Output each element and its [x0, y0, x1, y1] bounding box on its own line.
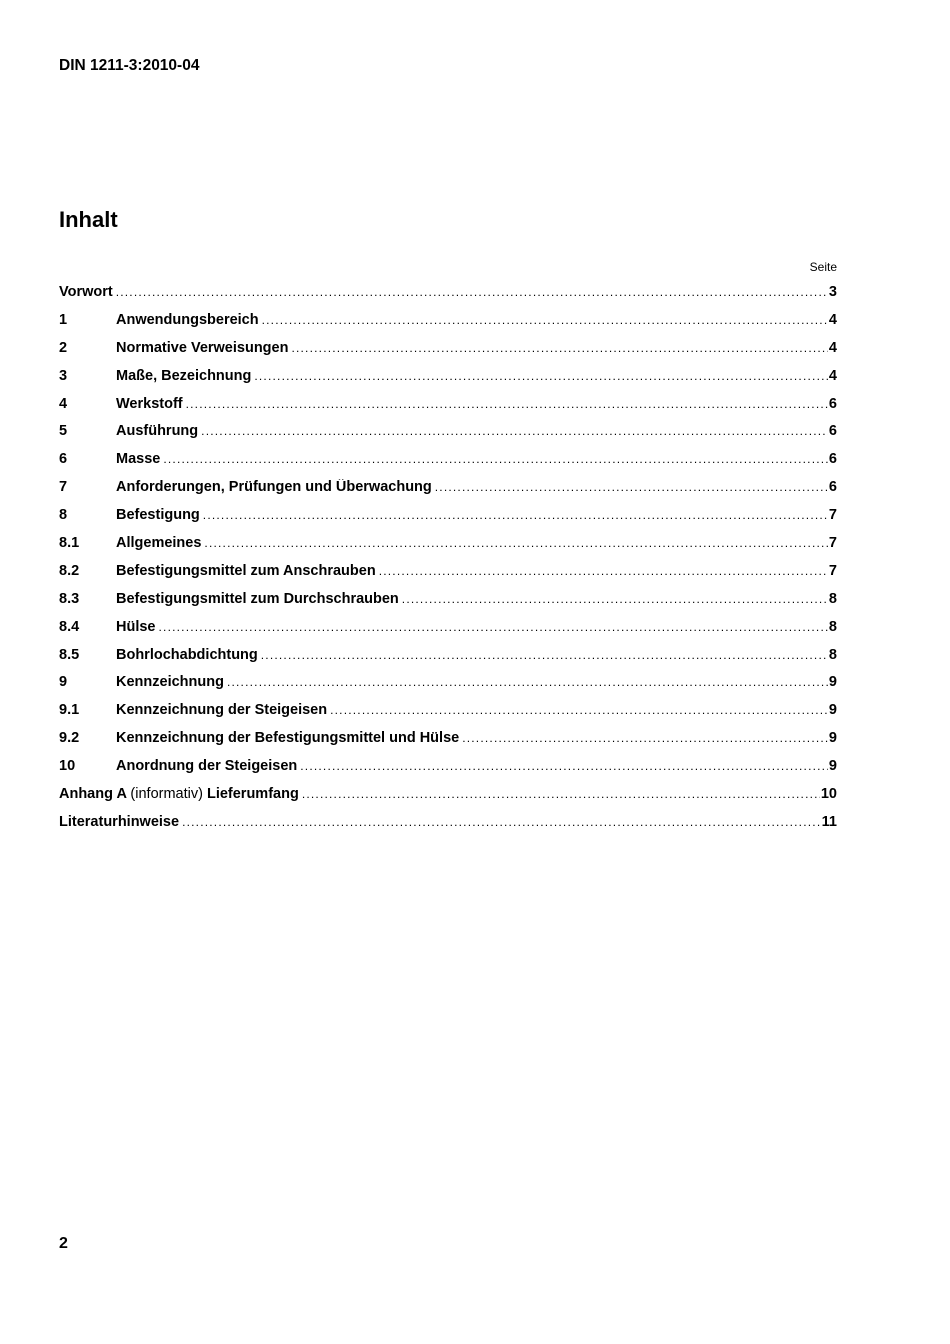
toc-entry-title: Literaturhinweise [59, 813, 180, 830]
toc-entry-page: 10 [820, 786, 837, 803]
toc-entry-number: 9.2 [59, 730, 80, 747]
toc-entry[interactable] [59, 340, 837, 368]
toc-entry[interactable] [59, 647, 837, 675]
toc-entry[interactable] [59, 619, 837, 647]
leader-dots [302, 787, 820, 801]
leader-dots [462, 731, 828, 745]
toc-entry-number: 8.4 [59, 618, 80, 635]
leader-dots [254, 369, 828, 383]
toc-entry-page: 9 [828, 730, 837, 747]
page-title: Inhalt [59, 207, 118, 232]
toc-entry-page: 9 [828, 674, 837, 691]
leader-dots [203, 508, 828, 522]
toc-entry-page: 9 [828, 702, 837, 719]
toc-entry[interactable] [59, 702, 837, 730]
leader-dots [435, 480, 828, 494]
toc-entry-page: 8 [828, 646, 837, 663]
toc-entry[interactable] [59, 730, 837, 758]
toc-entry[interactable] [59, 563, 837, 591]
leader-dots [116, 285, 828, 299]
page-number: 2 [59, 1235, 68, 1252]
toc-entry-number: 1 [59, 311, 68, 328]
toc-entry-title: Kennzeichnung der Steigeisen [116, 702, 328, 719]
leader-dots [227, 675, 828, 689]
toc-entry-number: 8 [59, 507, 68, 524]
toc-entry-page: 11 [821, 813, 837, 830]
toc-entry-page: 4 [828, 339, 837, 356]
toc-entry-vorwort[interactable] [59, 284, 837, 312]
toc-entry-page: 6 [828, 423, 837, 440]
toc-entry-number: 8.1 [59, 535, 80, 552]
toc-entry-title: Anwendungsbereich [116, 311, 259, 328]
toc-entry-number: 6 [59, 451, 68, 468]
toc-entry-page: 7 [828, 535, 837, 552]
toc-entry[interactable] [59, 479, 837, 507]
toc-entry-annex-a[interactable] [59, 786, 837, 814]
leader-dots [159, 620, 828, 634]
leader-dots [262, 313, 828, 327]
toc-entry-page: 6 [828, 479, 837, 496]
toc-entry-title [59, 786, 299, 802]
toc-entry-title: Werkstoff [116, 395, 183, 412]
toc-entry-page: 6 [828, 451, 837, 468]
toc-entry-title: Vorwort [59, 284, 113, 300]
toc-entry-title: Bohrlochabdichtung [116, 646, 258, 663]
leader-dots [300, 759, 828, 773]
toc-entry-title: Ausführung [116, 423, 199, 440]
toc-entry-title: Normative Verweisungen [116, 339, 289, 356]
toc-entry-title: Kennzeichnung der Befestigungsmittel und Hülse [116, 730, 460, 747]
toc-entry-page: 7 [828, 507, 837, 524]
annex-title: Lieferumfang [206, 786, 299, 803]
seite-label: Seite [809, 260, 837, 274]
leader-dots [291, 341, 827, 355]
leader-dots [163, 452, 828, 466]
toc-entry[interactable] [59, 591, 837, 619]
toc-entry-page: 4 [828, 311, 837, 328]
toc-entry-number: 8.2 [59, 562, 80, 579]
toc-entry[interactable] [59, 396, 837, 424]
toc-entry-number: 9 [59, 674, 68, 691]
toc-entry-number: 4 [59, 395, 68, 412]
toc-entry-page: 3 [828, 284, 837, 300]
leader-dots [204, 536, 828, 550]
leader-dots [182, 815, 821, 829]
document-id: DIN 1211-3:2010-04 [59, 57, 200, 74]
toc-entry-page: 4 [828, 367, 837, 384]
leader-dots [402, 592, 828, 606]
annex-qualifier: (informativ) [130, 786, 203, 803]
toc-entry-number: 7 [59, 479, 68, 496]
toc-entry-page: 6 [828, 395, 837, 412]
toc-entry-title: Befestigung [116, 507, 200, 524]
toc-entry-title: Kennzeichnung [116, 674, 224, 691]
toc-entry-number: 9.1 [59, 702, 80, 719]
toc-entry-number: 8.3 [59, 590, 80, 607]
toc-entry-number: 10 [59, 758, 76, 775]
toc-entry[interactable] [59, 674, 837, 702]
toc-entry-number: 8.5 [59, 646, 80, 663]
toc-entry-page: 9 [828, 758, 837, 775]
toc-entry-literature[interactable] [59, 814, 837, 842]
toc-entry-page: 7 [828, 562, 837, 579]
leader-dots [330, 703, 828, 717]
toc-entry-number: 3 [59, 367, 68, 384]
toc-entry-title: Befestigungsmittel zum Anschrauben [116, 562, 376, 579]
leader-dots [201, 424, 828, 438]
toc-entry[interactable] [59, 535, 837, 563]
toc-entry-title: Anforderungen, Prüfungen und Überwachung [116, 479, 432, 496]
toc-entry-page: 8 [828, 590, 837, 607]
toc-entry-number: 5 [59, 423, 68, 440]
toc-entry[interactable] [59, 451, 837, 479]
leader-dots [261, 648, 828, 662]
toc-entry-title: Allgemeines [116, 535, 202, 552]
toc-entry-title: Masse [116, 451, 161, 468]
table-of-contents [59, 284, 837, 842]
toc-entry[interactable] [59, 758, 837, 786]
annex-prefix: Anhang A [59, 786, 127, 803]
leader-dots [186, 397, 828, 411]
toc-entry-title: Hülse [116, 618, 156, 635]
toc-entry[interactable] [59, 368, 837, 396]
toc-entry-page: 8 [828, 618, 837, 635]
toc-entry[interactable] [59, 507, 837, 535]
toc-entry-title: Anordnung der Steigeisen [116, 758, 298, 775]
leader-dots [379, 564, 828, 578]
toc-entry-title: Maße, Bezeichnung [116, 367, 252, 384]
toc-entry-number: 2 [59, 339, 68, 356]
toc-entry[interactable] [59, 312, 837, 340]
toc-entry[interactable] [59, 423, 837, 451]
toc-entry-title: Befestigungsmittel zum Durchschrauben [116, 590, 399, 607]
